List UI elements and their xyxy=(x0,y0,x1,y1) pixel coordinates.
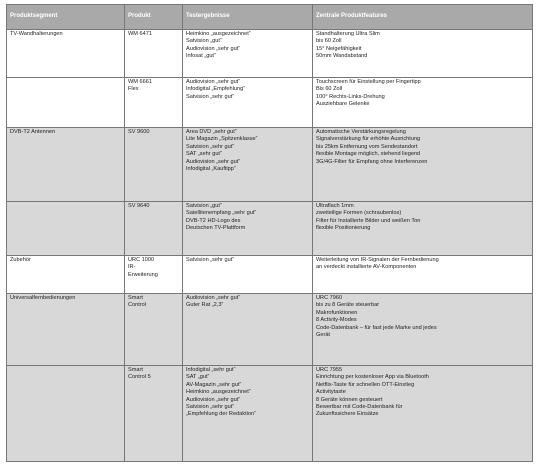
cell-product xyxy=(125,256,183,294)
cell-product xyxy=(125,366,183,462)
cell-features-line: Zukunftssichere Einsätze xyxy=(316,411,379,418)
cell-product xyxy=(125,78,183,128)
cell-features-line: Filter für Installierte Bilder und weißen Ton xyxy=(316,217,421,224)
cell-features-line: bis 60 Zoll xyxy=(316,38,342,45)
cell-tests-line: Satvision „sehr gut“ xyxy=(186,93,235,100)
cell-tests-line: Heimkino „ausgezeichnet“ xyxy=(186,31,251,37)
cell-features-line: Gerät xyxy=(316,331,330,338)
cell-product-line: Erweiterung xyxy=(128,271,158,278)
header-features: Zentrale Produktfeatures xyxy=(313,5,533,30)
cell-product xyxy=(125,30,183,78)
cell-features-line: Activitytaste xyxy=(316,389,346,396)
table-row xyxy=(7,256,533,294)
cell-segment-text: TV-Wandhalterungen xyxy=(10,31,63,37)
cell-features-line: Standhalterung Ultra Slim xyxy=(316,31,380,37)
table-row xyxy=(7,78,533,128)
table-row xyxy=(7,294,533,366)
table-row xyxy=(7,128,533,202)
cell-features-line: URC 7960 xyxy=(316,295,343,301)
cell-tests-line: Audiovision „sehr gut“ xyxy=(186,396,241,403)
cell-features-line: Code-Datenbank – für fast jede Marke und jedes xyxy=(316,324,437,331)
cell-tests xyxy=(183,30,313,78)
cell-features-line: Makrofunktionen xyxy=(316,309,358,316)
cell-tests-line: Heimkino „ausgezeichnet“ xyxy=(186,389,251,396)
cell-tests-line: Audiovision „sehr gut“ xyxy=(186,295,241,301)
cell-tests-line: Satvision „gut“ xyxy=(186,38,222,45)
cell-product-line: Control xyxy=(128,302,147,309)
cell-tests-line: Infodigital „sehr gut“ xyxy=(186,367,236,373)
cell-features-line: Touchscreen für Einstellung per Fingertipp xyxy=(316,79,421,85)
cell-features-line: Weiterleitung von IR-Signalen der Fernbedienung xyxy=(316,257,439,263)
cell-product xyxy=(125,294,183,366)
cell-product-line: URC 1000 xyxy=(128,257,155,263)
cell-features-line: flexible Positionierung xyxy=(316,225,371,232)
cell-features-line: Ausziehbare Gelenke xyxy=(316,101,370,108)
cell-segment-text: Universalfernbedienungen xyxy=(10,295,76,301)
cell-segment-text: DVB-T2 Antennen xyxy=(10,129,56,135)
cell-tests-line: DVB-T2 HD-Logo des xyxy=(186,217,241,224)
header-tests: Testergebnisse xyxy=(183,5,313,30)
table-header-row xyxy=(7,5,533,30)
cell-product-line: Smart xyxy=(128,295,143,301)
cell-features-line: flexible Montage möglich, stehend liegend xyxy=(316,151,421,158)
cell-tests xyxy=(183,78,313,128)
cell-segment xyxy=(7,202,125,256)
cell-features-line: bis 25km Entfernung vom Sendestandort xyxy=(316,143,418,150)
cell-features-line: Einrichtung per kostenloser App via Bluetooth xyxy=(316,374,429,381)
cell-tests-line: Satvision „sehr gut“ xyxy=(186,403,235,410)
cell-segment-text: Zubehör xyxy=(10,257,31,263)
header-segment: Produktsegment xyxy=(7,5,125,30)
cell-tests-line: Deutschen TV-Plattform xyxy=(186,225,246,232)
header-product: Produkt xyxy=(125,5,183,30)
cell-features-line: 15° Neigefähigkeit xyxy=(316,45,362,52)
cell-tests xyxy=(183,294,313,366)
cell-features-line: 3G/4G-Filter für Empfang ohne Interferenzen xyxy=(316,158,428,165)
cell-features-line: Ultraflach 1mm xyxy=(316,203,354,209)
cell-features-line: 8 Geräte können gesteuert xyxy=(316,396,383,403)
cell-tests-line: Guter Rat „2,3“ xyxy=(186,302,224,309)
cell-tests-line: Area DVD „sehr gut“ xyxy=(186,129,237,135)
cell-segment xyxy=(7,78,125,128)
cell-features-line: Signalverstärkung für erhöhte Ausrichtung xyxy=(316,136,421,143)
cell-tests xyxy=(183,256,313,294)
cell-features-line: 100° Rechts-Links-Drehung xyxy=(316,93,385,100)
cell-product-line: SV 9640 xyxy=(128,203,150,209)
cell-features xyxy=(313,366,533,462)
cell-product xyxy=(125,202,183,256)
cell-product-line: Control 5 xyxy=(128,374,151,381)
cell-product-line: Flex xyxy=(128,86,139,93)
table-body xyxy=(7,30,533,462)
cell-tests-line: Lite Magazin „Spitzenklasse“ xyxy=(186,136,258,143)
cell-features xyxy=(313,256,533,294)
cell-tests-line: Infosat „gut“ xyxy=(186,53,216,60)
cell-tests xyxy=(183,366,313,462)
cell-features-line: zweiteilige Formen (schraubenlos) xyxy=(316,210,402,217)
table-row xyxy=(7,366,533,462)
cell-tests-line: Audiovision „sehr gut“ xyxy=(186,79,241,85)
table-row xyxy=(7,202,533,256)
cell-features xyxy=(313,30,533,78)
cell-product-line: Smart xyxy=(128,367,143,373)
cell-features-line: Netflix-Taste für schnellen OTT-Einstieg xyxy=(316,381,415,388)
cell-product xyxy=(125,128,183,202)
product-table xyxy=(6,4,533,462)
cell-tests-line: Satvision „gut“ xyxy=(186,203,222,209)
cell-tests-line: „Empfehlung der Redaktion“ xyxy=(186,411,256,418)
cell-features-line: bis zu 8 Geräte steuerbar xyxy=(316,302,380,309)
cell-tests-line: Satellitenempfang „sehr gut“ xyxy=(186,210,257,217)
cell-segment xyxy=(7,128,125,202)
cell-product-line: IR- xyxy=(128,264,136,271)
cell-features-line: URC 7955 xyxy=(316,367,343,373)
cell-tests-line: SAT „gut“ xyxy=(186,374,210,381)
product-table-container xyxy=(6,4,532,462)
cell-tests-line: Infodigital „Kauftipp“ xyxy=(186,165,236,172)
cell-tests-line: Infodigital „Empfehlung“ xyxy=(186,86,246,93)
cell-features xyxy=(313,78,533,128)
cell-features xyxy=(313,202,533,256)
cell-features xyxy=(313,128,533,202)
cell-segment xyxy=(7,366,125,462)
cell-features xyxy=(313,294,533,366)
cell-segment xyxy=(7,256,125,294)
cell-tests xyxy=(183,128,313,202)
cell-features-line: 50mm Wandabstand xyxy=(316,53,368,60)
cell-tests-line: Satvision „sehr gut“ xyxy=(186,143,235,150)
cell-tests-line: Audiovision „sehr gut“ xyxy=(186,158,241,165)
cell-features-line: 8 Activity-Modes xyxy=(316,317,357,324)
cell-tests xyxy=(183,202,313,256)
cell-features-line: an verdeckt installierte AV-Komponenten xyxy=(316,264,417,271)
cell-tests-line: Satvision „sehr gut“ xyxy=(186,257,235,263)
cell-features-line: Bis 60 Zoll xyxy=(316,86,343,93)
cell-features-line: Bewertbar mit Code-Datenbank für xyxy=(316,403,403,410)
cell-product-line: WM 6471 xyxy=(128,31,152,37)
cell-product-line: WM 6661 xyxy=(128,79,152,85)
cell-segment xyxy=(7,294,125,366)
cell-tests-line: AV-Magazin „sehr gut“ xyxy=(186,381,242,388)
cell-tests-line: SAT „sehr gut“ xyxy=(186,151,222,158)
table-row xyxy=(7,30,533,78)
cell-features-line: Automatische Verstärkungsregelung xyxy=(316,129,406,135)
cell-tests-line: Audiovision „sehr gut“ xyxy=(186,45,241,52)
cell-segment xyxy=(7,30,125,78)
cell-product-line: SV 9600 xyxy=(128,129,150,135)
